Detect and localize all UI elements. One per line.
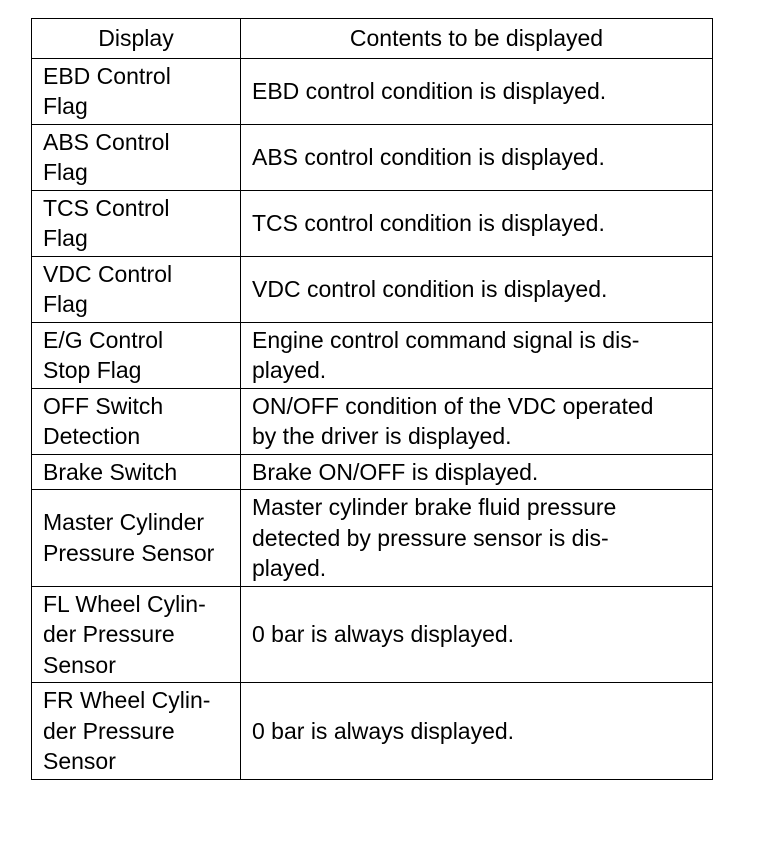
table-body bbox=[32, 58, 713, 779]
table-row bbox=[32, 490, 713, 587]
cell-line: Brake Switch bbox=[43, 458, 178, 485]
table-row bbox=[32, 256, 713, 322]
cell-line: 0 bar is always displayed. bbox=[252, 717, 515, 744]
cell-line: Pressure Sensor bbox=[43, 539, 215, 566]
display-contents-table bbox=[31, 18, 713, 780]
header-display: Display bbox=[32, 19, 241, 59]
cell-line: Flag bbox=[43, 159, 88, 185]
cell-line: Detection bbox=[43, 423, 141, 449]
cell-line: played. bbox=[252, 357, 327, 383]
cell-line: ABS control condition is displayed. bbox=[252, 143, 605, 170]
table-row bbox=[32, 58, 713, 124]
display-cell bbox=[32, 256, 241, 322]
cell-line: Brake ON/OFF is displayed. bbox=[252, 458, 539, 485]
cell-line: EBD Control bbox=[43, 62, 171, 89]
contents-cell bbox=[241, 190, 713, 256]
display-cell bbox=[32, 58, 241, 124]
cell-line: played. bbox=[252, 555, 327, 581]
display-cell bbox=[32, 490, 241, 587]
display-cell bbox=[32, 388, 241, 454]
cell-line: TCS control condition is displayed. bbox=[252, 209, 605, 236]
table-row bbox=[32, 124, 713, 190]
cell-line: FR Wheel Cylin- bbox=[43, 687, 211, 713]
display-cell bbox=[32, 322, 241, 388]
cell-line: VDC Control bbox=[43, 260, 173, 287]
header-row bbox=[32, 19, 713, 59]
display-cell bbox=[32, 190, 241, 256]
cell-line: ABS Control bbox=[43, 128, 170, 155]
contents-cell bbox=[241, 683, 713, 780]
table-row bbox=[32, 322, 713, 388]
cell-line: Sensor bbox=[43, 748, 116, 774]
display-cell bbox=[32, 683, 241, 780]
cell-line: Flag bbox=[43, 225, 88, 251]
contents-cell bbox=[241, 454, 713, 490]
cell-line: EBD control condition is displayed. bbox=[252, 77, 607, 104]
cell-line: by the driver is displayed. bbox=[252, 423, 512, 449]
cell-line: Engine control command signal is dis- bbox=[252, 326, 640, 353]
contents-cell bbox=[241, 58, 713, 124]
table-row bbox=[32, 683, 713, 780]
display-cell bbox=[32, 454, 241, 490]
cell-line: Master cylinder brake fluid pressure bbox=[252, 494, 617, 520]
contents-cell bbox=[241, 586, 713, 683]
cell-line: 0 bar is always displayed. bbox=[252, 621, 515, 647]
cell-line: Sensor bbox=[43, 651, 116, 678]
header-contents: Contents to be displayed bbox=[241, 19, 713, 59]
contents-cell bbox=[241, 490, 713, 587]
cell-line: detected by pressure sensor is dis- bbox=[252, 524, 609, 551]
cell-line: FL Wheel Cylin- bbox=[43, 590, 206, 617]
table-row bbox=[32, 388, 713, 454]
cell-line: der Pressure bbox=[43, 717, 175, 744]
contents-cell bbox=[241, 256, 713, 322]
cell-line: Stop Flag bbox=[43, 357, 142, 383]
cell-line: Master Cylinder bbox=[43, 509, 205, 536]
cell-line: TCS Control bbox=[43, 194, 170, 221]
contents-cell bbox=[241, 388, 713, 454]
cell-line: OFF Switch bbox=[43, 392, 164, 419]
table-row bbox=[32, 586, 713, 683]
cell-line: Flag bbox=[43, 93, 88, 119]
cell-line: VDC control condition is displayed. bbox=[252, 275, 608, 302]
display-cell bbox=[32, 124, 241, 190]
cell-line: der Pressure bbox=[43, 621, 175, 647]
table-row bbox=[32, 190, 713, 256]
display-cell bbox=[32, 586, 241, 683]
cell-line: E/G Control bbox=[43, 326, 164, 353]
contents-cell bbox=[241, 322, 713, 388]
contents-cell bbox=[241, 124, 713, 190]
cell-line: Flag bbox=[43, 291, 88, 317]
table-row bbox=[32, 454, 713, 490]
cell-line: ON/OFF condition of the VDC operated bbox=[252, 392, 654, 419]
